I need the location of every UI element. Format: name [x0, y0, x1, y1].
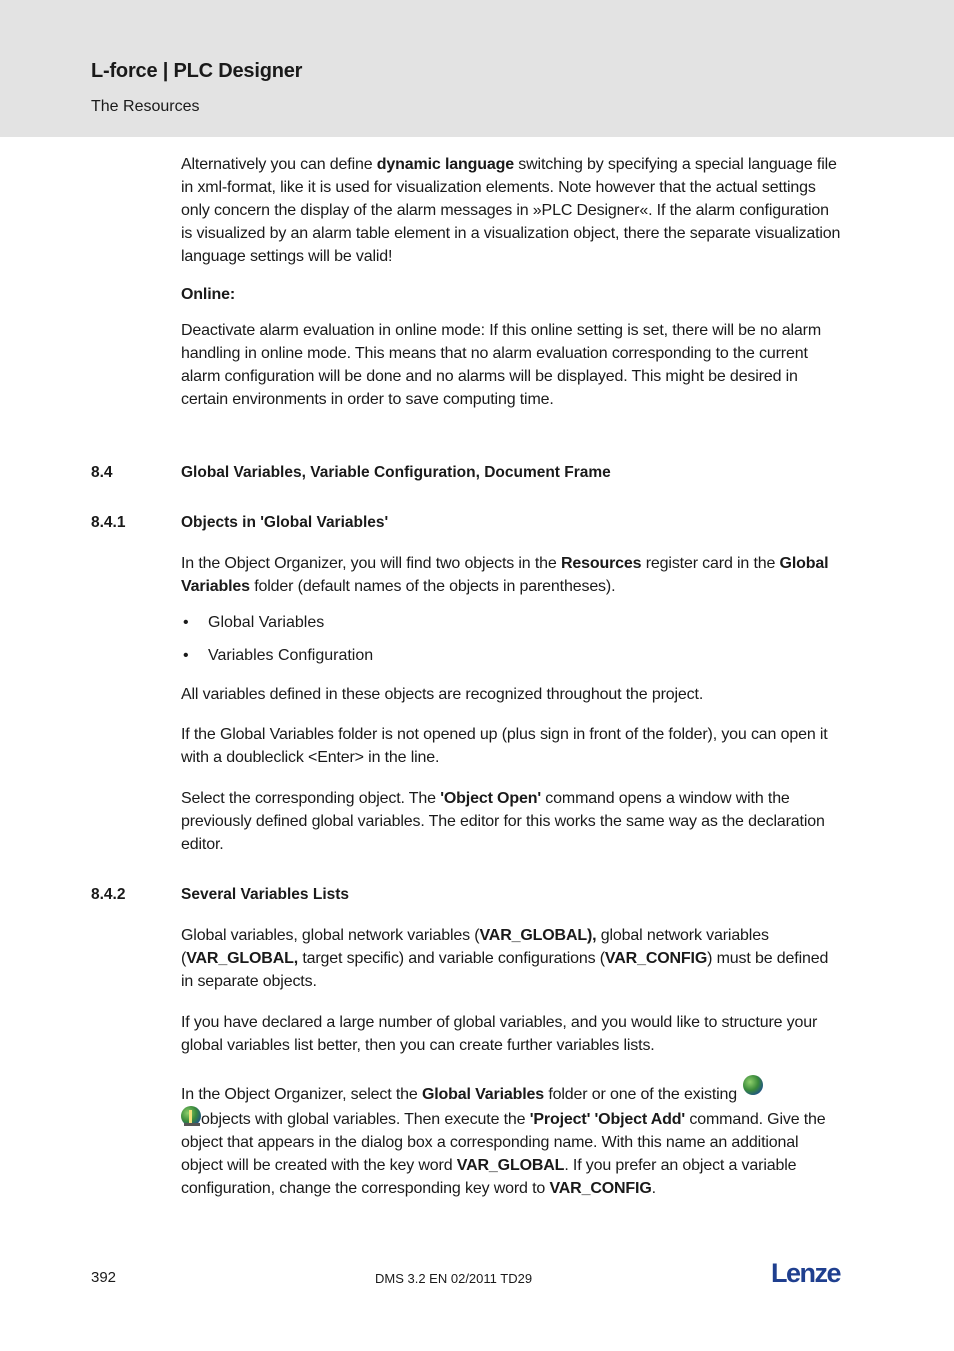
text: switching by specifying a special language file in xml-format, like it is used for visualization elements. Note however that the actual settings only concern the display of the alarm messages in »PLC Designer«. If the alarm configuration is visualized by an alarm table element in a visualization object, there the separate visualization language settings will be valid! [181, 156, 841, 265]
document-title: L-force | PLC Designer [91, 60, 303, 82]
text: Alternatively you can define [181, 156, 377, 173]
list-item: Global Variables [208, 614, 325, 631]
bullet-marker: • [183, 614, 189, 631]
globe-variable-icon [181, 1106, 201, 1126]
bold-text: Global Variables [181, 555, 829, 595]
bold-text: 'Project' 'Object Add' [529, 1111, 686, 1128]
subsection-heading: Objects in 'Global Variables' [181, 514, 389, 531]
text: global network variables ( [181, 927, 769, 967]
bold-text: 'Object Open' [440, 790, 542, 807]
bold-text: VAR_CONFIG [604, 949, 708, 967]
text: In the Object Organizer, select the [181, 1086, 422, 1103]
page-header [0, 0, 954, 137]
section-number: 8.4 [91, 464, 113, 481]
text: . If you prefer an object a variable configuration, change the corresponding key word to [181, 1157, 797, 1197]
bullet-marker: • [183, 647, 189, 664]
online-label: Online: [181, 286, 236, 303]
lenze-logo [771, 1259, 849, 1287]
text: register card in the [641, 555, 780, 572]
text: command opens a window with the previously defined global variables. The editor for this works the same way as the declaration editor. [181, 790, 825, 853]
bold-text: dynamic language [376, 156, 514, 173]
paragraph-var-global [181, 925, 843, 994]
subsection-heading: Several Variables Lists [181, 886, 350, 903]
paragraph-object-add [181, 1081, 843, 1200]
paragraph-recognized: All variables defined in these objects are recognized throughout the project. [181, 686, 704, 703]
paragraph-object-open [181, 788, 843, 857]
paragraph-object-organizer [181, 553, 843, 599]
list-item: Variables Configuration [208, 647, 374, 664]
logo-text: Lenze [771, 1259, 841, 1287]
text: objects with global variables. Then execute the [201, 1111, 530, 1128]
paragraph-folder: If the Global Variables folder is not opened up (plus sign in front of the folder), you can open it with a doubleclick <Enter> in the line. [181, 726, 828, 766]
bold-text: VAR_GLOBAL), [479, 927, 597, 944]
section-heading: Global Variables, Variable Configuration, Document Frame [181, 464, 611, 481]
paragraph-dynamic-language [181, 154, 843, 269]
bold-text: Resources [560, 555, 642, 572]
bold-text: VAR_GLOBAL, [186, 949, 299, 967]
text: command. Give the object that appears in the dialog box a corresponding name. With this name an additional object will be created with the key word [181, 1111, 826, 1174]
subsection-number: 8.4.2 [91, 886, 126, 903]
text: ) must be defined in separate objects. [181, 949, 829, 990]
paragraph-structure: If you have declared a large number of global variables, and you would like to structure your global variables list better, then you can create further variables lists. [181, 1014, 818, 1054]
bold-text: VAR_CONFIG [549, 1180, 652, 1197]
bold-text: Global Variables [421, 1086, 545, 1103]
text: In the Object Organizer, you will find two objects in the [181, 555, 561, 572]
text: folder (default names of the objects in parentheses). [249, 577, 616, 595]
text: . [651, 1180, 656, 1197]
subsection-number: 8.4.1 [91, 514, 126, 531]
globe-icon [743, 1075, 763, 1095]
text: target specific) and variable configurations ( [298, 949, 605, 967]
text: Global variables, global network variables ( [181, 927, 480, 944]
chapter-title: The Resources [91, 98, 200, 115]
page-number: 392 [91, 1269, 117, 1286]
text: Select the corresponding object. The [181, 790, 441, 807]
document-reference: DMS 3.2 EN 02/2011 TD29 [375, 1271, 533, 1286]
paragraph-online: Deactivate alarm evaluation in online mode: If this online setting is set, there will be no alarm handling in online mode. This means that no alarm evaluation corresponding to the current alarm configuration will be done and no alarms will be displayed. This might be desired in certain environments in order to save computing time. [181, 322, 822, 408]
text: folder or one of the existing [544, 1086, 742, 1103]
bold-text: VAR_GLOBAL [456, 1157, 565, 1174]
